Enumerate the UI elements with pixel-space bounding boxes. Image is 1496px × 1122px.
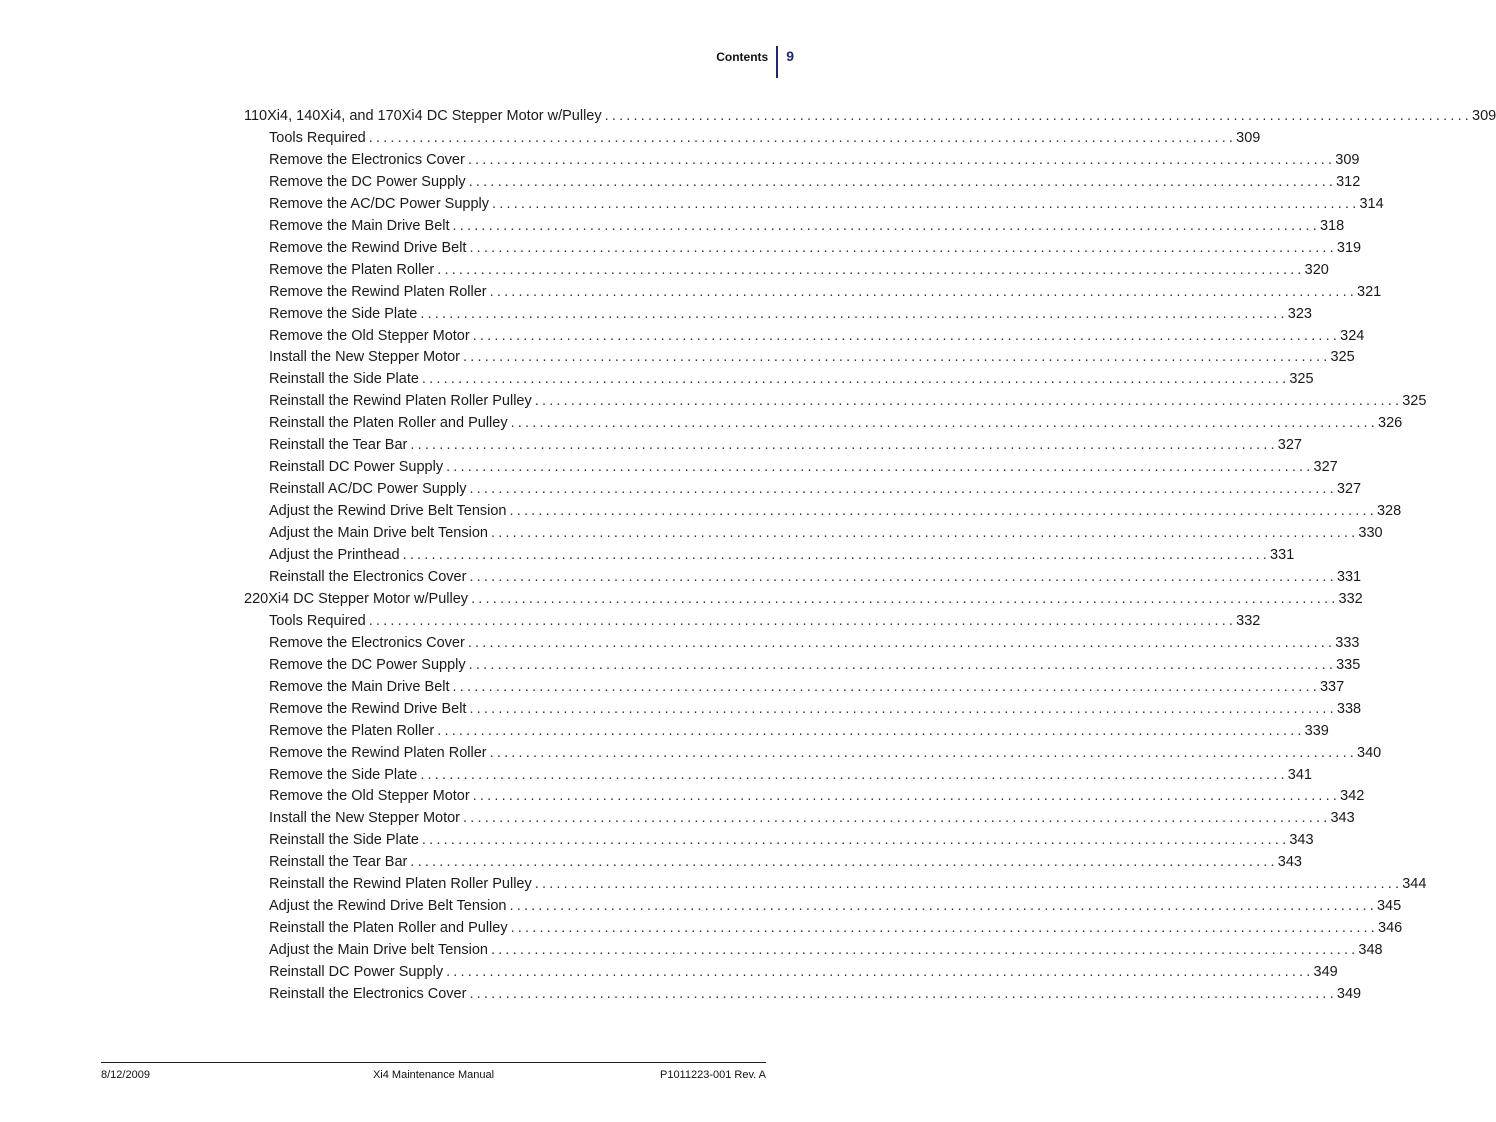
toc-entry-title: Remove the Platen Roller xyxy=(269,722,435,739)
toc-entry-page-number: 309 xyxy=(1472,108,1496,124)
toc-entry[interactable] xyxy=(0,676,1345,698)
toc-entry-page-number: 343 xyxy=(1330,810,1355,827)
toc-entry-title: Reinstall DC Power Supply xyxy=(269,459,444,476)
toc-entry[interactable] xyxy=(0,895,1402,917)
toc-dot-leader: ........................................................................................................................ xyxy=(469,700,1337,717)
toc-entry-title: Adjust the Printhead xyxy=(269,547,400,563)
toc-entry-title: Remove the Side Plate xyxy=(269,305,418,322)
toc-entry-page-number: 338 xyxy=(1336,700,1362,717)
toc-dot-leader: ........................................................................................................................ xyxy=(469,568,1337,585)
toc-entry-title: Remove the Rewind Platen Roller xyxy=(269,744,487,761)
toc-dot-leader: ........................................................................................................................ xyxy=(468,173,1337,190)
toc-dot-leader: ........................................................................................................................ xyxy=(368,129,1237,146)
toc-entry-title: Remove the Main Drive Belt xyxy=(269,217,450,234)
toc-dot-leader: ........................................................................................................................ xyxy=(446,459,1314,476)
toc-entry[interactable] xyxy=(0,742,1382,764)
toc-entry-page-number: 320 xyxy=(1304,261,1329,278)
toc-dot-leader: ........................................................................................................................ xyxy=(421,832,1290,849)
toc-entry[interactable] xyxy=(0,566,1362,588)
toc-entry[interactable] xyxy=(0,215,1345,237)
toc-entry-title: Adjust the Rewind Drive Belt Tension xyxy=(269,898,507,915)
toc-entry[interactable] xyxy=(0,171,1361,193)
toc-entry-page-number: 325 xyxy=(1289,371,1314,388)
footer-divider xyxy=(101,1062,766,1063)
toc-entry-page-number: 339 xyxy=(1304,722,1329,739)
toc-entry[interactable] xyxy=(0,237,1362,259)
toc-entry-page-number: 309 xyxy=(1236,129,1261,146)
toc-dot-leader: ........................................................................................................................ xyxy=(452,217,1320,234)
toc-entry[interactable] xyxy=(0,807,1355,829)
toc-entry[interactable] xyxy=(0,720,1329,742)
header-section-title: Contents xyxy=(716,50,769,64)
toc-dot-leader: ........................................................................................................................ xyxy=(509,898,1377,915)
toc-dot-leader: ........................................................................................................................ xyxy=(420,766,1288,783)
toc-entry[interactable] xyxy=(0,412,1403,434)
toc-entry-title: Reinstall the Rewind Platen Roller Pulley xyxy=(269,393,532,410)
toc-entry[interactable] xyxy=(0,764,1312,786)
toc-entry-title: Reinstall the Tear Bar xyxy=(269,437,408,454)
toc-section-entry[interactable] xyxy=(0,105,1496,127)
toc-entry[interactable] xyxy=(0,544,1295,566)
toc-dot-leader: ........................................................................................................................ xyxy=(472,327,1341,344)
toc-dot-leader: ........................................................................................................................ xyxy=(463,810,1331,827)
toc-entry-title: Remove the Rewind Drive Belt xyxy=(269,700,467,717)
toc-entry-title: Reinstall the Electronics Cover xyxy=(269,986,467,1002)
toc-dot-leader: ........................................................................................................................ xyxy=(490,525,1359,542)
toc-entry-page-number: 343 xyxy=(1277,854,1302,871)
toc-entry-title: Adjust the Main Drive belt Tension xyxy=(269,525,488,542)
toc-dot-leader: ........................................................................................................................ xyxy=(471,590,1339,607)
toc-entry-page-number: 337 xyxy=(1319,678,1345,695)
toc-entry-page-number: 327 xyxy=(1313,459,1338,476)
toc-entry[interactable] xyxy=(0,390,1427,412)
toc-entry[interactable] xyxy=(0,829,1314,851)
toc-entry[interactable] xyxy=(0,368,1314,390)
toc-dot-leader: ........................................................................................................................ xyxy=(437,261,1305,278)
toc-section-entry[interactable] xyxy=(0,588,1363,610)
toc-entry-page-number: 342 xyxy=(1340,788,1365,805)
toc-entry-title: 110Xi4, 140Xi4, and 170Xi4 DC Stepper Motor w/Pulley xyxy=(244,108,602,124)
toc-entry[interactable] xyxy=(0,303,1312,325)
toc-entry-title: Reinstall the Side Plate xyxy=(269,371,419,388)
toc-entry[interactable] xyxy=(0,325,1365,347)
toc-entry-page-number: 330 xyxy=(1358,525,1383,542)
toc-entry-page-number: 327 xyxy=(1277,437,1302,454)
toc-entry-page-number: 333 xyxy=(1335,634,1360,651)
toc-entry-page-number: 309 xyxy=(1335,151,1360,168)
toc-entry[interactable] xyxy=(0,281,1382,303)
toc-entry[interactable] xyxy=(0,259,1329,281)
toc-entry-page-number: 326 xyxy=(1378,415,1403,432)
toc-entry-page-number: 345 xyxy=(1376,898,1402,915)
toc-dot-leader: ........................................................................................................................ xyxy=(489,283,1358,300)
toc-entry-title: Adjust the Main Drive belt Tension xyxy=(269,942,488,959)
toc-dot-leader: ........................................................................................................................ xyxy=(421,371,1290,388)
footer-part-number: P1011223-001 Rev. A xyxy=(659,1069,766,1081)
toc-dot-leader: ........................................................................................................................ xyxy=(437,722,1305,739)
toc-entry-title: Remove the DC Power Supply xyxy=(269,656,466,673)
toc-dot-leader: ........................................................................................................................ xyxy=(402,547,1271,563)
toc-entry[interactable] xyxy=(0,193,1384,215)
toc-entry-page-number: 314 xyxy=(1359,195,1384,212)
toc-entry-title: Reinstall the Tear Bar xyxy=(269,854,408,871)
toc-entry[interactable] xyxy=(0,698,1362,720)
toc-entry-title: Remove the Electronics Cover xyxy=(269,634,465,651)
toc-dot-leader: ........................................................................................................................ xyxy=(534,876,1403,893)
toc-entry-title: Adjust the Rewind Drive Belt Tension xyxy=(269,503,507,520)
toc-entry-page-number: 319 xyxy=(1336,239,1362,256)
toc-entry[interactable] xyxy=(0,873,1427,895)
toc-entry-title: Reinstall AC/DC Power Supply xyxy=(269,481,467,498)
toc-entry-page-number: 349 xyxy=(1336,986,1362,1002)
toc-entry-page-number: 327 xyxy=(1336,481,1362,498)
toc-entry-page-number: 331 xyxy=(1270,547,1295,563)
toc-entry-page-number: 348 xyxy=(1358,942,1383,959)
toc-dot-leader: ........................................................................................................................ xyxy=(509,503,1377,520)
toc-entry[interactable] xyxy=(0,456,1338,478)
toc-dot-leader: ........................................................................................................................ xyxy=(534,393,1403,410)
toc-entry-title: Remove the Platen Roller xyxy=(269,261,435,278)
toc-entry-title: Reinstall the Platen Roller and Pulley xyxy=(269,920,508,937)
toc-entry-page-number: 349 xyxy=(1313,964,1338,981)
toc-dot-leader: ........................................................................................................................ xyxy=(463,349,1331,366)
toc-entry-page-number: 312 xyxy=(1336,173,1361,190)
toc-entry-title: Remove the Electronics Cover xyxy=(269,151,465,168)
toc-dot-leader: ........................................................................................................................ xyxy=(510,920,1379,937)
toc-dot-leader: ........................................................................................................................ xyxy=(446,964,1314,981)
toc-entry[interactable] xyxy=(0,500,1402,522)
toc-dot-leader: ........................................................................................................................ xyxy=(410,854,1278,871)
toc-entry-page-number: 331 xyxy=(1336,568,1362,585)
toc-entry-title: Remove the Old Stepper Motor xyxy=(269,327,470,344)
toc-entry[interactable] xyxy=(0,478,1362,500)
toc-dot-leader: ........................................................................................................................ xyxy=(368,612,1237,629)
toc-entry-title: Remove the DC Power Supply xyxy=(269,173,466,190)
toc-entry-page-number: 332 xyxy=(1338,590,1363,607)
toc-entry-title: Remove the AC/DC Power Supply xyxy=(269,195,490,212)
toc-dot-leader: ........................................................................................................................ xyxy=(604,108,1473,124)
header-page-number: 9 xyxy=(786,48,794,64)
toc-dot-leader: ........................................................................................................................ xyxy=(469,239,1337,256)
page-header xyxy=(716,46,794,80)
toc-entry[interactable] xyxy=(0,434,1302,456)
toc-dot-leader: ........................................................................................................................ xyxy=(420,305,1288,322)
toc-dot-leader: ........................................................................................................................ xyxy=(489,744,1358,761)
toc-entry-page-number: 325 xyxy=(1402,393,1427,410)
toc-entry-page-number: 323 xyxy=(1287,305,1312,322)
toc-entry-title: Remove the Main Drive Belt xyxy=(269,678,450,695)
footer-manual-title: Xi4 Maintenance Manual xyxy=(372,1069,495,1081)
toc-dot-leader: ........................................................................................................................ xyxy=(472,788,1341,805)
toc-entry-title: Reinstall the Electronics Cover xyxy=(269,568,467,585)
toc-dot-leader: ........................................................................................................................ xyxy=(410,437,1278,454)
toc-entry-title: Remove the Rewind Platen Roller xyxy=(269,283,487,300)
toc-dot-leader: ........................................................................................................................ xyxy=(490,942,1359,959)
toc-entry[interactable] xyxy=(0,610,1261,632)
toc-entry-title: Remove the Old Stepper Motor xyxy=(269,788,470,805)
toc-entry[interactable] xyxy=(0,522,1383,544)
toc-entry-page-number: 343 xyxy=(1289,832,1314,849)
toc-entry[interactable] xyxy=(0,346,1355,368)
toc-entry-title: 220Xi4 DC Stepper Motor w/Pulley xyxy=(244,590,469,607)
toc-entry-page-number: 344 xyxy=(1402,876,1427,893)
toc-entry-title: Reinstall DC Power Supply xyxy=(269,964,444,981)
toc-entry-page-number: 321 xyxy=(1357,283,1382,300)
toc-entry-page-number: 335 xyxy=(1336,656,1361,673)
toc-entry-title: Reinstall the Side Plate xyxy=(269,832,419,849)
toc-dot-leader: ........................................................................................................................ xyxy=(467,634,1336,651)
toc-entry[interactable] xyxy=(0,939,1383,961)
toc-entry[interactable] xyxy=(0,632,1360,654)
toc-entry[interactable] xyxy=(0,961,1338,983)
toc-entry[interactable] xyxy=(0,127,1261,149)
toc-entry-title: Remove the Side Plate xyxy=(269,766,418,783)
toc-dot-leader: ........................................................................................................................ xyxy=(452,678,1320,695)
toc-entry-title: Tools Required xyxy=(269,612,366,629)
toc-entry-title: Reinstall the Platen Roller and Pulley xyxy=(269,415,508,432)
footer-date: 8/12/2009 xyxy=(101,1069,150,1081)
toc-dot-leader: ........................................................................................................................ xyxy=(468,656,1337,673)
toc-entry[interactable] xyxy=(0,851,1302,873)
toc-entry[interactable] xyxy=(0,785,1365,807)
toc-entry-page-number: 332 xyxy=(1236,612,1261,629)
toc-entry-title: Remove the Rewind Drive Belt xyxy=(269,239,467,256)
toc-entry[interactable] xyxy=(0,654,1361,676)
toc-entry-title: Reinstall the Rewind Platen Roller Pulley xyxy=(269,876,532,893)
toc-dot-leader: ........................................................................................................................ xyxy=(469,481,1337,498)
toc-entry-page-number: 324 xyxy=(1340,327,1365,344)
toc-entry[interactable] xyxy=(0,983,1362,1005)
toc-entry-page-number: 318 xyxy=(1319,217,1345,234)
toc-entry-page-number: 341 xyxy=(1287,766,1312,783)
toc-dot-leader: ........................................................................................................................ xyxy=(467,151,1336,168)
toc-entry-page-number: 328 xyxy=(1376,503,1402,520)
toc-entry-page-number: 340 xyxy=(1357,744,1382,761)
toc-entry-page-number: 325 xyxy=(1330,349,1355,366)
toc-entry[interactable] xyxy=(0,917,1403,939)
toc-dot-leader: ........................................................................................................................ xyxy=(469,986,1337,1002)
toc-entry-page-number: 346 xyxy=(1378,920,1403,937)
toc-dot-leader: ........................................................................................................................ xyxy=(492,195,1360,212)
toc-entry-title: Install the New Stepper Motor xyxy=(269,810,461,827)
toc-entry[interactable] xyxy=(0,149,1360,171)
toc-dot-leader: ........................................................................................................................ xyxy=(510,415,1379,432)
toc-entry-title: Install the New Stepper Motor xyxy=(269,349,461,366)
toc-entry-title: Tools Required xyxy=(269,129,366,146)
